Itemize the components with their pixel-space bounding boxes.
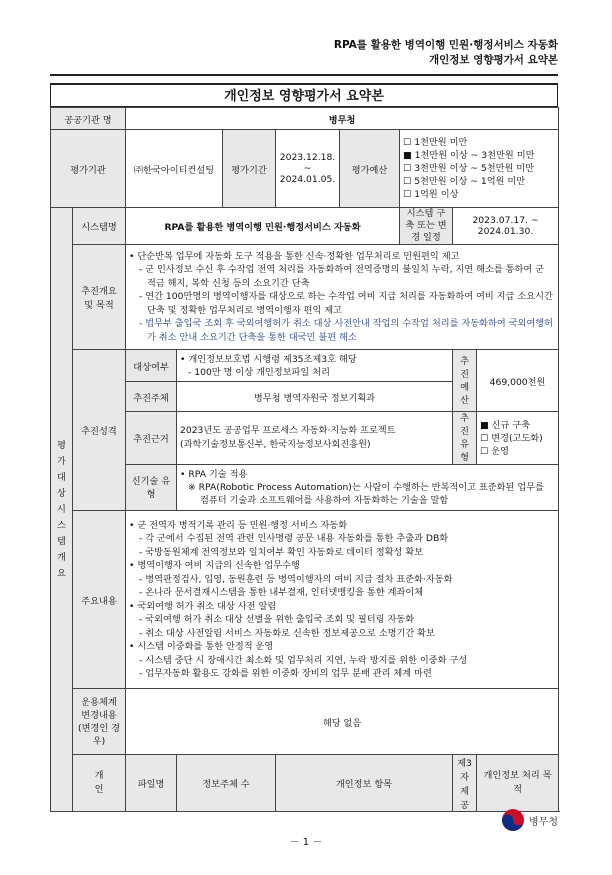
system-name-label: 시스템명 <box>73 208 126 245</box>
system-period-label: 시스템 구축 또는 변경 일정 <box>400 208 453 245</box>
nature-budget-value: 469,000천원 <box>477 350 559 412</box>
list-item: - 업무자동화 활용도 강화를 위한 이중화 장비의 업무 분배 관리 체계 마련 <box>139 668 432 679</box>
document-header <box>334 38 558 68</box>
agency-logo <box>501 807 558 833</box>
checkbox-icon: ☐ <box>403 137 412 148</box>
budget-option: ☐ 3천만원 이상 ~ 5천만원 미만 <box>403 163 535 174</box>
agency-label: 공공기관 명 <box>51 108 126 130</box>
agent-label: 추진주체 <box>126 382 177 412</box>
list-item: - 법무부 출입국 조회 후 국외여행허가 취소 대상 사전안내 작업의 수작업 처리를 자동화하여 국외여행허가 취소 안내 소요기간 단축을 통한 대국민 불편 해소 <box>139 318 554 343</box>
page-number: － 1 － <box>289 837 323 848</box>
type-option: ■ 신규 구축 <box>480 419 531 431</box>
purpose-content <box>126 245 559 350</box>
basis-label: 추진근거 <box>126 412 177 465</box>
header-line2: 개인정보 영향평가서 요약본 <box>428 54 558 66</box>
target-label: 대상여부 <box>126 350 177 382</box>
list-item: - 군 인사정보 수신 후 수작업 전역 처리를 자동화하여 전역증명의 불일치 누락, 지연 해소를 통하여 군 적금 해지, 복학 신청 등의 소요기간 단축 <box>139 264 545 289</box>
nature-budget-label: 추진 예산 <box>453 350 477 412</box>
list-item: - 각 군에서 수집된 전역 관련 인사명령 공문 내용 자동화를 통한 추출과 DB화 <box>139 533 449 544</box>
type-options <box>477 412 559 465</box>
type-label: 추진 유형 <box>453 412 477 465</box>
type-option: ☐ 변경(고도화) <box>480 432 543 444</box>
eval-period-start: 2023.12.18. <box>279 152 336 163</box>
eval-period-end: 2024.01.05. <box>279 174 336 185</box>
checkbox-icon: ■ <box>480 419 489 431</box>
eval-period-sep: ~ <box>303 163 312 174</box>
col-purpose: 개인정보 처리 목적 <box>477 755 559 812</box>
purpose-label: 추진개요 및 목적 <box>73 245 126 350</box>
system-name-value: RPA를 활용한 병역이행 민원·행정서비스 자동화 <box>126 208 400 245</box>
page-title: 개인정보 영향평가서 요약본 <box>50 83 558 107</box>
personal-side-label: 개 인 <box>73 755 126 812</box>
section-label-text: 평 가 대 상 시 스 템 개 요 <box>57 439 66 579</box>
eval-budget-options <box>400 130 559 208</box>
tech-value: • RPA 기술 적용 ※ RPA(Robotic Process Automation)는 사람이 수행하는 반복적이고 표준화된 업무를 컴퓨터 기술과 소프트웨어를 사용하여 자동화하는 기술을 말함 <box>177 465 559 511</box>
col-info-items: 개인정보 항목 <box>276 755 453 812</box>
agent-value: 병무청 병역자원국 정보기획과 <box>177 382 453 412</box>
list-item: - 취소 대상 사전알림 서비스 자동화로 신속한 정보제공으로 소명기간 확보 <box>139 627 435 639</box>
system-period-value: 2023.07.17. ~ 2024.01.30. <box>453 208 559 245</box>
logo-text: 병무청 <box>529 816 558 828</box>
summary-table <box>50 107 559 812</box>
eval-org-label: 평가기관 <box>51 130 126 208</box>
agency-value: 병무청 <box>126 108 559 130</box>
col-subject-count: 정보주체 수 <box>177 755 276 812</box>
target-value: • 개인정보보호법 시행령 제35조제3호 해당 - 100만 명 이상 개인정보파일 처리 <box>177 350 453 382</box>
budget-option: ☐ 1억원 이상 <box>403 189 459 200</box>
change-value: 해당 없음 <box>126 689 559 755</box>
basis-value: 2023년도 공공업무 프로세스 자동화·지능화 프로젝트 (과학기술정보통신부, 한국지능정보사회진흥원) <box>177 412 453 465</box>
col-file-name: 파일명 <box>126 755 177 812</box>
checkbox-icon: ☐ <box>403 176 412 187</box>
budget-option: ☐ 5천만원 이상 ~ 1억원 미만 <box>403 176 526 187</box>
list-item: - 병역판정검사, 입영, 동원훈련 등 병역이행자의 여비 지급 절차 표준화·자동화 <box>139 573 453 585</box>
checkbox-icon: ☐ <box>403 163 412 174</box>
list-item: • 군 전역자 병적기록 관리 등 민원·행정 서비스 자동화 <box>129 519 348 531</box>
list-item: - 국방동원체계 전역정보와 일치여부 확인 자동화로 데이터 정확성 확보 <box>139 546 424 558</box>
list-item: - 국외여행 허가 취소 대상 선별을 위한 출입국 조회 및 필터링 자동화 <box>139 614 415 625</box>
taegeuk-logo-icon <box>501 808 525 832</box>
header-rule <box>50 74 558 76</box>
change-label: 운용체계 변경내용 (변경인 경우) <box>73 689 126 755</box>
list-item: • 시스템 이중화를 통한 안정적 운영 <box>129 641 274 652</box>
list-item: • 병역이행자 여비 지급의 신속한 업무수행 <box>129 560 300 571</box>
nature-label: 추진성격 <box>73 350 126 511</box>
eval-budget-label: 평가예산 <box>340 130 400 208</box>
list-item: • 국외여행 허가 취소 대상 사전 알림 <box>129 600 277 612</box>
budget-option: ☐ 1천만원 미만 <box>403 137 468 148</box>
list-item: • 단순반복 업무에 자동화 도구 적용을 통한 신속·정확한 업무처리로 민원편익 제고 <box>129 250 460 262</box>
main-content <box>126 511 559 689</box>
col-third-party: 제3자 제공 <box>453 755 477 812</box>
main-content-label: 주요내용 <box>73 511 126 689</box>
eval-period-value <box>276 130 340 208</box>
checkbox-icon: ■ <box>403 150 412 161</box>
eval-period-label: 평가기간 <box>223 130 276 208</box>
section-label <box>51 208 73 812</box>
header-line1: RPA를 활용한 병역이행 민원·행정서비스 자동화 <box>333 39 558 51</box>
checkbox-icon: ☐ <box>480 445 489 457</box>
list-item: - 시스템 중단 시 장애시간 최소화 및 업무처리 지연, 누락 방지를 위한 이중화 구성 <box>139 654 468 666</box>
tech-label: 신기술 유형 <box>126 465 177 511</box>
checkbox-icon: ☐ <box>403 189 412 200</box>
eval-org-value: ㈜한국아이티컨설팅 <box>126 130 223 208</box>
list-item: - 연간 100만명의 병역이행자를 대상으로 하는 수작업 여비 지급 처리를 자동화하여 여비 지급 소요시간 단축 및 정확한 업무처리로 병역이행자 편익 제고 <box>139 291 553 316</box>
budget-option: ■ 1천만원 이상 ~ 3천만원 미만 <box>403 150 535 161</box>
checkbox-icon: ☐ <box>480 432 489 444</box>
list-item: - 온나라 문서결재시스템을 통한 내부결재, 인터넷뱅킹을 통한 계좌이체 <box>139 587 424 598</box>
type-option: ☐ 운영 <box>480 445 509 457</box>
